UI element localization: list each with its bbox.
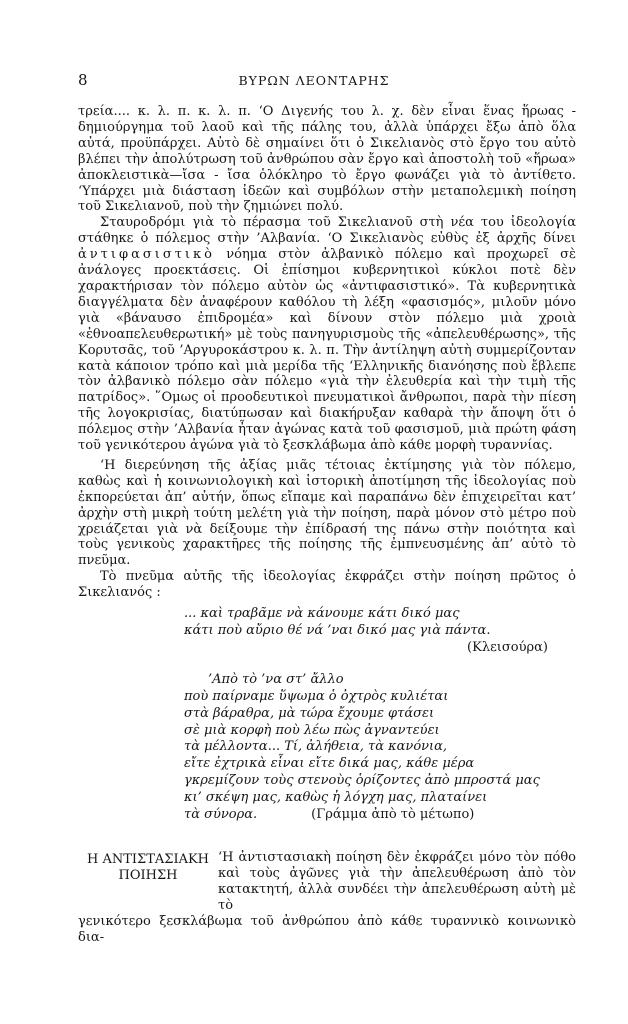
verse-line bbox=[184, 807, 576, 824]
section-resistance-poetry bbox=[78, 850, 576, 945]
verse-line: κι’ σκέψη μας, καθὼς ἡ λόγχη μας, πλαταίνει bbox=[184, 790, 488, 806]
section-paragraph: ‘Η ἀντιστασιακὴ ποίηση δὲν ἐκφράζει μόνο τὸν πόθο καὶ τοὺς ἀγῶνες γιὰ τὴν ἀπελευθέρωση ἀπὸ τὸν κατακτητή, ἀλλὰ συνδέει τὴν ἀπελευθέρωση αὐτὴ μὲ τὸ bbox=[218, 850, 576, 913]
verse-line: κάτι ποὺ αὔριο θέ νά ’ναι δικό μας γιὰ πάντα. bbox=[184, 623, 491, 638]
verse-line: γκρεμίζουν τοὺς στενοὺς ὁρίζοντες ἀπὸ μπροστά μας bbox=[184, 773, 540, 789]
verse-line: τὰ μέλλοντα... Τί, ἀλήθεια, τὰ κανόνια, bbox=[184, 739, 448, 755]
verse-source: (Γράμμα ἀπὸ τὸ μέτωπο) bbox=[311, 807, 475, 823]
verse-line: ... καὶ τραβᾶμε νὰ κάνουμε κάτι δικό μας bbox=[184, 606, 460, 622]
verse-line: ποὺ παίρναμε ὕψωμα ὁ ὀχτρὸς κυλιέται bbox=[184, 688, 449, 704]
running-title: ΒΥΡΩΝ ΛΕΟΝΤΑΡΗΣ bbox=[238, 73, 390, 88]
verse-line-end: τὰ σύνορα. bbox=[184, 807, 258, 823]
poem-excerpt-1 bbox=[184, 606, 576, 657]
poem-excerpt-2 bbox=[184, 662, 576, 824]
section-heading-line: Η ΑΝΤΙΣΤΑΣΙΑΚΗ bbox=[86, 852, 210, 867]
verse-line: σὲ μιὰ κορφὴ ποὺ λέω πὼς ἀγναντεύει bbox=[184, 722, 440, 738]
paragraph-3: ‘Η διερεύνηση τῆς ἀξίας μιᾶς τέτοιας ἐκτίμησης γιὰ τὸν πόλεμο, καθὼς καὶ ἡ κοινωνιολογικὴ καὶ ἱστορικὴ ἀποτίμηση τῆς ἰδεολογίας ποὺ ἐκπορεύεται ἀπ’ αὐτήν, ὅπως εἴπαμε καὶ παραπάνω δὲν ἐπιχειρεῖται κατ’ ἀρχὴν στὴ μικρὴ τούτη μελέτη γιὰ τὴν ποίηση, παρὰ μόνον στὸ μέτρο ποὺ χρειάζεται γιὰ νὰ δείξουμε τὴν ἐπίδρασή της πάνω στὴν ποιότητα καὶ τοὺς γενικοὺς χαρακτῆρες τῆς ποίησης τῆς ἐμπνευσμένης ἀπ’ αὐτὸ τὸ πνεῦμα. bbox=[78, 457, 576, 569]
paragraph-2-start: Σταυροδρόμι γιὰ τὸ πέρασμα τοῦ Σικελιανοῦ στὴ νέα του ἰδεολογία στάθηκε ὁ πόλεμος στὴν ’Αλβανία. ‘Ο Σικελιανὸς εὐθὺς ἐξ ἀρχῆς δίνει bbox=[78, 215, 576, 247]
spaced-emphasis: ἀντιφασιστικὸ bbox=[78, 247, 215, 263]
verse-line: ’Απὸ τὸ ’να στ’ ἄλλο bbox=[208, 671, 344, 687]
section-heading bbox=[78, 852, 218, 884]
section-paragraph-continued: γενικότερο ξεσκλάβωμα τοῦ ἀνθρώπου ἀπὸ κάθε τυραννικὸ κοινωνικὸ δια- bbox=[78, 913, 576, 945]
verse-source: (Κλεισούρα) bbox=[467, 639, 548, 655]
paragraph-2 bbox=[78, 215, 576, 454]
paragraph-2-rest: νόημα στὸν ἀλβανικὸ πόλεμο καὶ προχωρεῖ σὲ ἀνάλογες προεκτάσεις. Οἱ ἐπίσημοι κυβερνητικοὶ κύκλοι ποτὲ δὲν χαρακτήρισαν τὸν πόλεμο αὐτὸν ὡς «ἀντιφασιστικό». Τὰ κυβερνητικὰ διαγγέλματα δὲν ἀναφέρουν καθόλου τὴ λέξη «φασισμός», μιλοῦν μόνο γιὰ «βάναυσο ἐπιδρομέα» καὶ δίνουν στὸν πόλεμο μιὰ χροιὰ «ἐθνοαπελευθερωτική» μὲ τοὺς πανηγυρισμοὺς τῆς «ἀπελευθέρωσης», τῆς Κορυτσᾶς, τοῦ ’Αργυροκάστρου κ. λ. π. Τὴν ἀντίληψη αὐτὴ συμμερίζονταν κατὰ κάποιον τρόπο καὶ μιὰ μερίδα τῆς ‘Ελληνικῆς διανόησης ποὺ ἔβλεπε τὸν ἀλβανικὸ πόλεμο σὰν πόλεμο «γιὰ τὴν ἐλευθερία καὶ τὴν τιμὴ τῆς πατρίδος». ῞Ομως οἱ προοδευτικοὶ πνευματικοὶ ἄνθρωποι, παρὰ τὴν πίεση τῆς λογοκρισίας, διατύπωσαν καὶ διακήρυξαν καθαρὰ τὴν ἄποψη ὅτι ὁ πόλεμος στὴν ’Αλβανία ἦταν ἀγώνας κατὰ τοῦ φασισμοῦ, μιὰ πρώτη φάση τοῦ γενικότερου ἀγώνα γιὰ τὸ ξεσκλάβωμα ἀπὸ κάθε μορφὴ τυραννίας. bbox=[78, 247, 576, 454]
verse-line: εἴτε ἐχτρικὰ εἶναι εἴτε δικά μας, κάθε μέρα bbox=[184, 756, 475, 772]
page-number: 8 bbox=[78, 71, 88, 89]
verse-line: στὰ βάραθρα, μὰ τώρα ἔχουμε φτάσει bbox=[184, 705, 435, 721]
section-heading-line: ΠΟΙΗΣΗ bbox=[118, 868, 178, 883]
paragraph-1: τρεία.... κ. λ. π. κ. λ. π. ‘Ο Διγενής του λ. χ. δὲν εἶναι ἕνας ἥρωας - δημιούργημα τοῦ λαοῦ καὶ τῆς πάλης του, ἀλλὰ ὑπάρχει ἔξω ἀπὸ ὅλα αὐτά, προϋπάρχει. Αὐτὸ δὲ σημαίνει ὅτι ὁ Σικελιανὸς στὸ ἔργο του αὐτὸ βλέπει τὴν ἀπολύτρωση τοῦ ἀνθρώπου σὰν ἔργο καὶ ἀποστολὴ τοῦ «ἥρωα» ἀποκλειστικὰ—ἴσα - ἴσα ὁλόκληρο τὸ ἔργο φωνάζει γιὰ τὸ ἀντίθετο. ‘Υπάρχει μιὰ διάσταση ἰδεῶν καὶ συμβόλων στὴν μεταπολεμικὴ ποίηση τοῦ Σικελιανοῦ, ποὺ τὴν ζημιώνει πολύ. bbox=[78, 104, 576, 215]
main-text bbox=[78, 104, 576, 824]
paragraph-4: Τὸ πνεῦμα αὐτῆς τῆς ἰδεολογίας ἐκφράζει στὴν ποίηση πρῶτος ὁ Σικελιανός : bbox=[78, 569, 576, 601]
